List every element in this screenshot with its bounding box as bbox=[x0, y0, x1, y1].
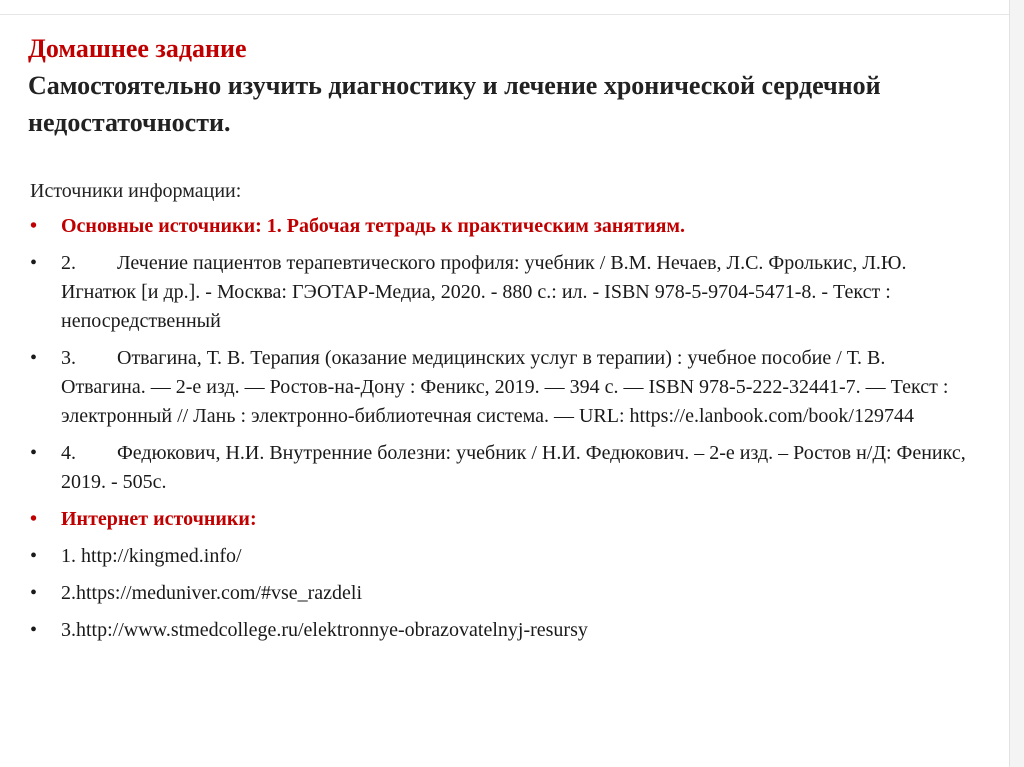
bullet-icon: • bbox=[30, 215, 38, 237]
title-task: Самостоятельно изучить диагностику и лечение хронической сердечной недостаточности. bbox=[28, 71, 881, 137]
bullet-icon: • bbox=[30, 619, 38, 641]
list-item-source-2 bbox=[30, 249, 970, 336]
list-item-text: Лечение пациентов терапевтического профиля: учебник / В.М. Нечаев, Л.С. Фролькис, Л.Ю. Игнатюк [и др.]. - Москва: ГЭОТАР-Медиа, 2020. - 880 с.: ил. - ISBN 978-5-9704-5471-8. - Текст : непосредственный bbox=[61, 252, 907, 332]
bullet-icon: • bbox=[30, 442, 38, 464]
bullet-icon: • bbox=[30, 347, 38, 369]
slide-title bbox=[28, 30, 988, 141]
slide-right-border bbox=[1009, 0, 1024, 767]
list-item-source-4 bbox=[30, 439, 970, 497]
bullet-icon: • bbox=[30, 252, 38, 274]
list-item-source-3 bbox=[30, 344, 970, 431]
list-item-text: Основные источники: 1. Рабочая тетрадь к практическим занятиям. bbox=[61, 215, 686, 237]
list-item-link-meduniver bbox=[30, 579, 970, 608]
list-item-main-sources bbox=[30, 212, 970, 241]
bullet-icon: • bbox=[30, 582, 38, 604]
list-item-text: Интернет источники: bbox=[61, 508, 257, 530]
title-homework: Домашнее задание bbox=[28, 34, 247, 63]
list-item-link: 2.https://meduniver.com/#vse_razdeli bbox=[61, 582, 363, 604]
list-item-link: 1. http://kingmed.info/ bbox=[61, 545, 242, 567]
list-item-number: 2. bbox=[61, 252, 76, 274]
list-item-text: Отвагина, Т. В. Терапия (оказание медицинских услуг в терапии) : учебное пособие / Т. В. Отвагина. — 2-е изд. — Ростов-на-Дону : Феникс, 2019. — 394 с. — ISBN 978-5-222-32441-7. — Текст : электронный // Лань : электронно-библиотечная система. — URL: https://e.lanbook.com/book/129744 bbox=[61, 347, 949, 427]
bullet-icon: • bbox=[30, 508, 38, 530]
slide-top-border bbox=[0, 0, 1024, 15]
list-item-number: 4. bbox=[61, 442, 76, 464]
sources-heading: Источники информации: bbox=[30, 180, 242, 202]
list-item-internet-sources bbox=[30, 505, 970, 534]
list-item-link: 3.http://www.stmedcollege.ru/elektronnye-obrazovatelnyj-resursy bbox=[61, 619, 588, 641]
bullet-icon: • bbox=[30, 545, 38, 567]
sources-list bbox=[30, 212, 970, 653]
list-item-link-stmedcollege bbox=[30, 616, 970, 645]
list-item-number: 3. bbox=[61, 347, 76, 369]
list-item-text: Федюкович, Н.И. Внутренние болезни: учебник / Н.И. Федюкович. – 2-е изд. – Ростов н/Д: Феникс, 2019. - 505с. bbox=[61, 442, 966, 493]
list-item-link-kingmed bbox=[30, 542, 970, 571]
